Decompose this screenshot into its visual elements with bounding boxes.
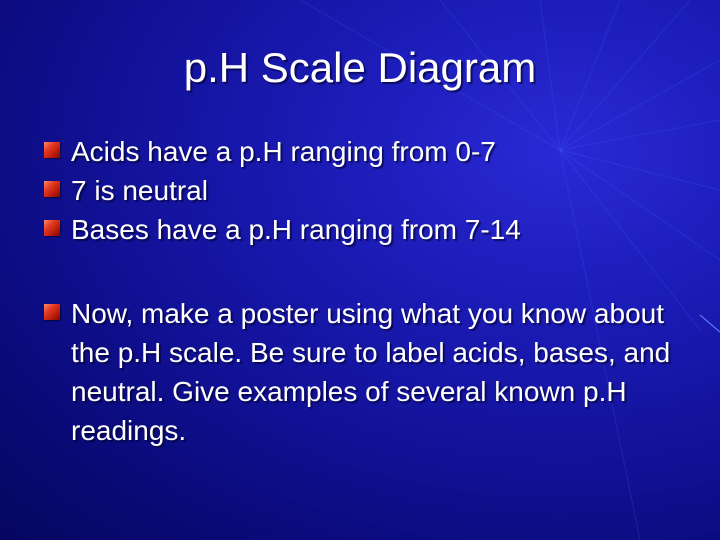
- bullet-text: Now, make a poster using what you know about the p.H scale. Be sure to label acids, bases, and neutral. Give examples of several known p.H readings.: [71, 298, 671, 446]
- bullet-text: Acids have a p.H ranging from 0-7: [71, 136, 496, 167]
- slide-title: p.H Scale Diagram: [183, 44, 537, 91]
- bullet-neutral: [44, 171, 684, 210]
- bullet-acids: [44, 132, 684, 171]
- bullet-square-icon: [44, 304, 60, 320]
- bullet-square-icon: [44, 181, 60, 197]
- bullet-square-icon: [44, 220, 60, 236]
- accent-streak: [700, 315, 720, 332]
- bullet-text: Bases have a p.H ranging from 7-14: [71, 214, 521, 245]
- bullet-poster-instruction: [44, 294, 684, 450]
- bullet-square-icon: [44, 142, 60, 158]
- bullet-list: [44, 132, 684, 450]
- bullet-bases: [44, 210, 684, 249]
- bullet-text: 7 is neutral: [71, 175, 208, 206]
